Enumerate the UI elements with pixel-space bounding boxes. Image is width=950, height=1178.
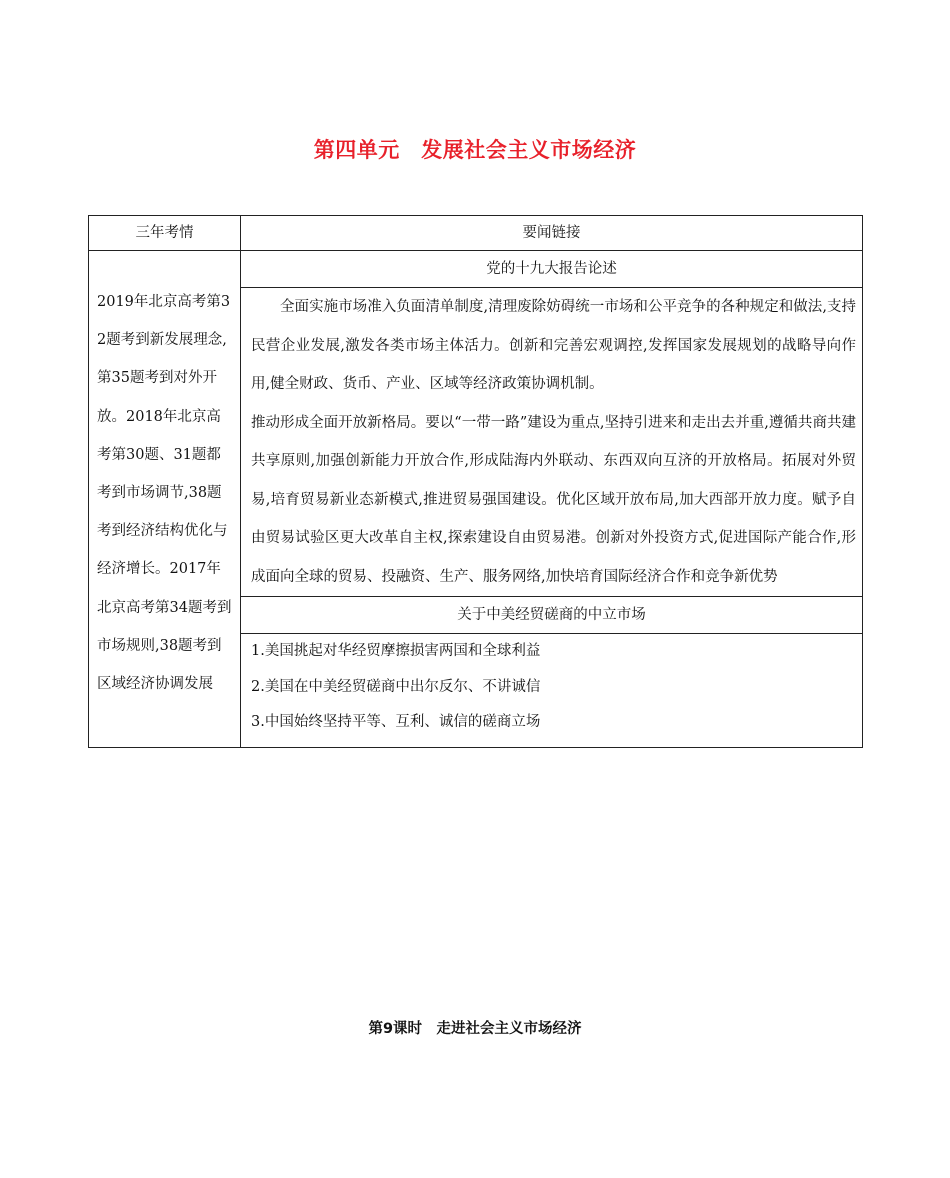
unit-title: 第四单元 发展社会主义市场经济 [313,138,637,162]
header-exam-info: 三年考情 [89,216,241,251]
trade-point: 2.美国在中美经贸磋商中出尔反尔、不讲诚信 [251,678,541,695]
trade-points [241,634,863,748]
section-trade-title: 关于中美经贸磋商的中立市场 [241,597,863,634]
header-news-links: 要闻链接 [241,216,863,251]
trade-point: 3.中国始终坚持平等、互利、诚信的磋商立场 [251,714,541,730]
exam-news-table [88,215,863,748]
trade-point: 1.美国挑起对华经贸摩擦损害两国和全球利益 [251,643,541,659]
section-report-title: 党的十九大报告论述 [241,251,863,288]
report-paragraph-2: 推动形成全面开放新格局。要以“一带一路”建设为重点,坚持引进来和走出去并重,遵循共商共建共享原则,加强创新能力开放合作,形成陆海内外联动、东西双向互济的开放格局。拓展对外贸易,培育贸易新业态新模式,推进贸易强国建设。优化区域开放布局,加大西部开放力度。赋予自由贸易试验区更大改革自主权,探索建设自由贸易港。创新对外投资方式,促进国际产能合作,形成面向全球的贸易、投融资、生产、服务网络,加快培育国际经济合作和竞争新优势 [251,414,856,585]
report-paragraph-1: 全面实施市场准入负面清单制度,清理废除妨碍统一市场和公平竞争的各种规定和做法,支持民营企业发展,激发各类市场主体活力。创新和完善宏观调控,发挥国家发展规划的战略导向作用,健全财政、货币、产业、区域等经济政策协调机制。 [251,299,856,392]
exam-info-cell: 2019年北京高考第32题考到新发展理念,第35题考到对外开放。2018年北京高考第30题、31题都考到市场调节,38题考到经济结构优化与经济增长。2017年北京高考第34题考到市场规则,38题考到区域经济协调发展 [89,251,241,748]
lesson-title: 第9课时 走进社会主义市场经济 [368,1021,582,1037]
report-content [241,288,863,597]
